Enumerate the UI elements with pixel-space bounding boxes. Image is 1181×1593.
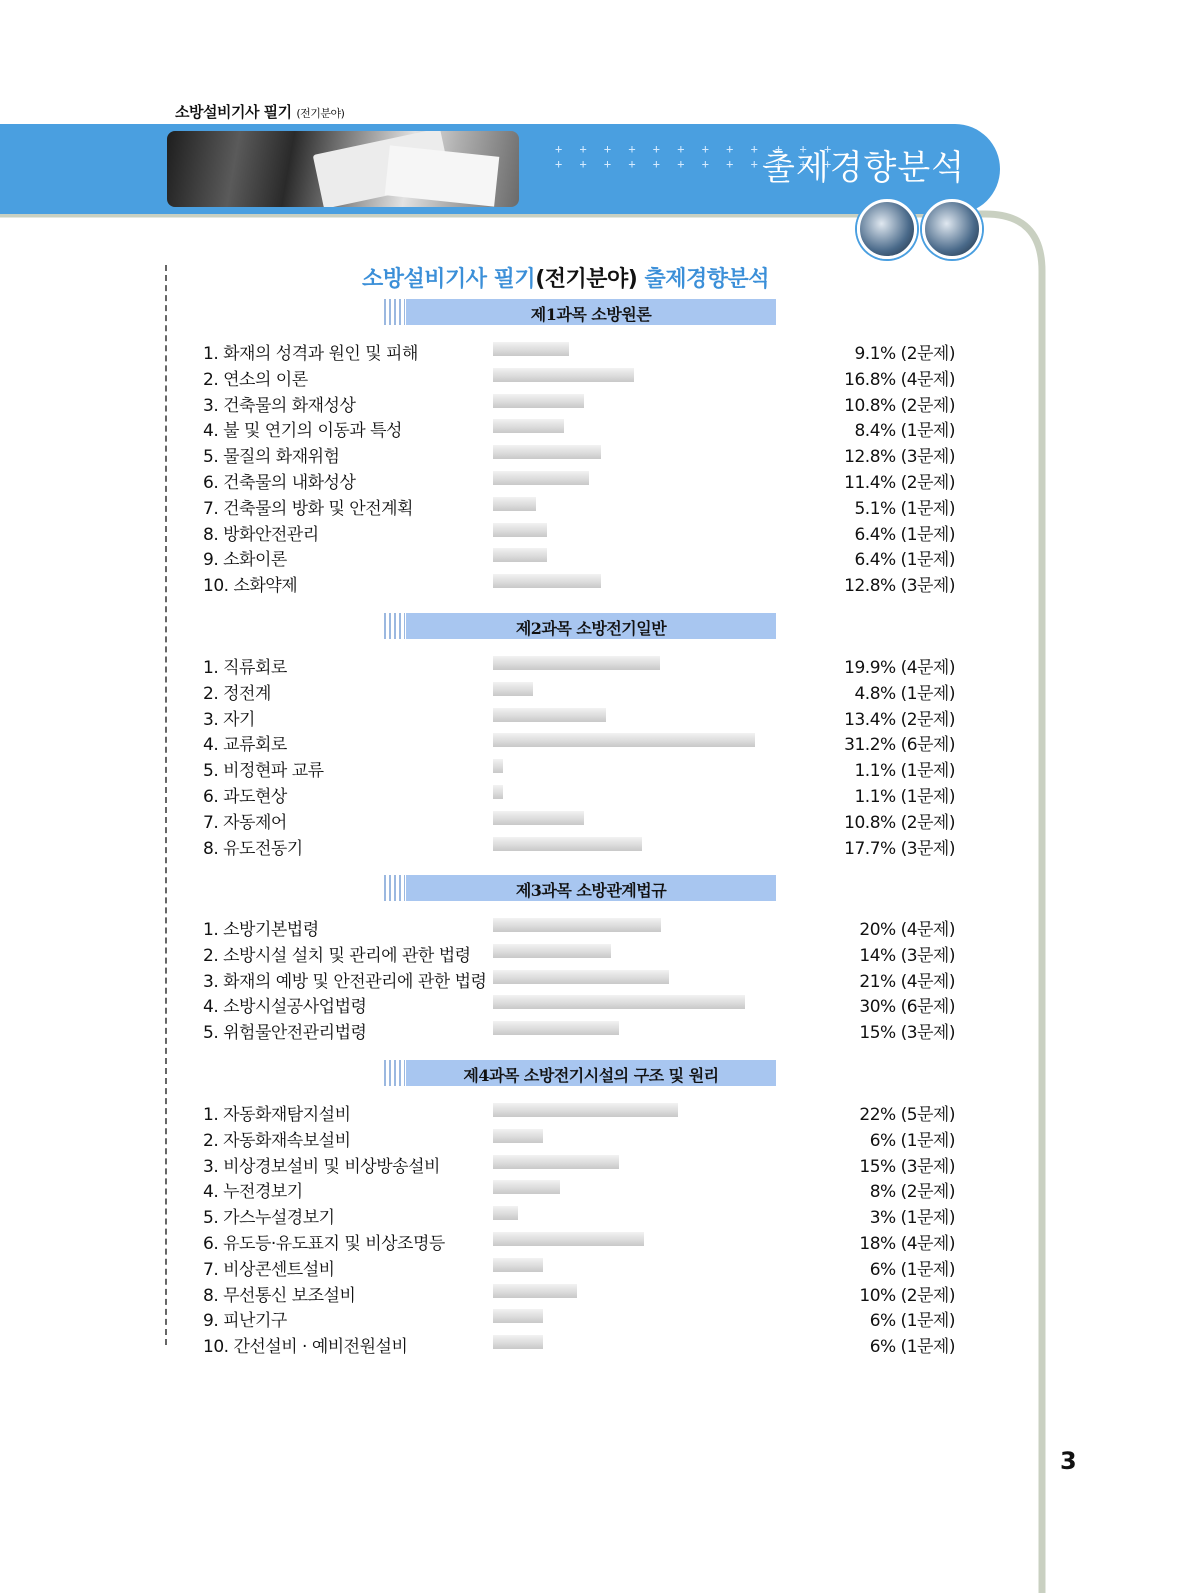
banner-plus-pattern: + + + + + + + + + + + + + + + + + + + + + + + + xyxy=(555,142,837,171)
item-bar xyxy=(493,1309,543,1323)
list-item xyxy=(203,782,955,806)
main-title-part1: 소방설비기사 필기 xyxy=(362,267,536,292)
item-label: 3. 자기 xyxy=(203,709,255,730)
item-label: 10. 간선설비 · 예비전원설비 xyxy=(203,1337,408,1358)
item-label: 5. 비정현파 교류 xyxy=(203,761,324,782)
section-header-text: 제2과목 소방전기일반 xyxy=(515,619,667,638)
item-bar xyxy=(493,733,755,747)
item-label: 1. 소방기본법령 xyxy=(203,920,319,940)
list-item xyxy=(203,808,955,832)
item-label: 5. 물질의 화재위험 xyxy=(203,447,340,468)
item-value: 6% (1문제) xyxy=(869,1311,955,1332)
item-value: 5.1% (1문제) xyxy=(854,498,955,519)
list-item xyxy=(203,1203,955,1227)
item-bar xyxy=(493,342,569,356)
item-value: 19.9% (4문제) xyxy=(844,658,955,678)
main-title xyxy=(362,262,769,293)
item-label: 7. 자동제어 xyxy=(203,812,287,833)
item-label: 1. 화재의 성격과 원인 및 피해 xyxy=(203,344,418,364)
section-header-text: 제3과목 소방관계법규 xyxy=(515,881,667,900)
section-header-text: 제4과목 소방전기시설의 구조 및 원리 xyxy=(463,1066,719,1085)
item-label: 8. 유도전동기 xyxy=(203,838,303,859)
page-number: 3 xyxy=(1060,1447,1077,1475)
item-bar xyxy=(493,1258,543,1272)
item-value: 10% (2문제) xyxy=(859,1285,955,1306)
item-label: 3. 비상경보설비 및 비상방송설비 xyxy=(203,1156,440,1177)
item-bar xyxy=(493,1335,543,1349)
item-value: 1.1% (1문제) xyxy=(854,787,955,807)
item-value: 8% (2문제) xyxy=(869,1182,955,1203)
section-header-3 xyxy=(384,875,776,901)
list-item xyxy=(203,992,955,1016)
item-bar xyxy=(493,995,745,1009)
item-value: 6% (1문제) xyxy=(869,1337,955,1358)
list-item xyxy=(203,442,955,466)
list-item xyxy=(203,391,955,415)
item-value: 6.4% (1문제) xyxy=(854,524,955,545)
item-bar xyxy=(493,785,503,799)
section-header-2 xyxy=(384,613,776,639)
item-label: 2. 자동화재속보설비 xyxy=(203,1130,351,1151)
item-label: 9. 소화이론 xyxy=(203,550,287,571)
item-value: 16.8% (4문제) xyxy=(844,369,955,390)
item-value: 22% (5문제) xyxy=(859,1105,955,1125)
item-value: 15% (3문제) xyxy=(859,1023,955,1044)
section-header-4 xyxy=(384,1060,776,1086)
item-value: 8.4% (1문제) xyxy=(854,421,955,442)
item-bar xyxy=(493,708,606,722)
item-label: 7. 건축물의 방화 및 안전계획 xyxy=(203,498,413,519)
section-header-text: 제1과목 소방원론 xyxy=(530,305,652,324)
item-label: 8. 무선통신 보조설비 xyxy=(203,1285,356,1306)
list-item xyxy=(203,1100,955,1124)
list-item xyxy=(203,494,955,518)
dashed-margin-line xyxy=(165,265,167,1345)
item-label: 3. 화재의 예방 및 안전관리에 관한 법령 xyxy=(203,971,487,992)
list-item xyxy=(203,967,955,991)
item-label: 2. 연소의 이론 xyxy=(203,369,308,390)
main-title-part3: 출제경향분석 xyxy=(644,267,769,292)
item-value: 1.1% (1문제) xyxy=(854,761,955,782)
item-bar xyxy=(493,574,601,588)
item-bar xyxy=(493,445,601,459)
item-label: 5. 가스누설경보기 xyxy=(203,1208,335,1229)
list-item xyxy=(203,653,955,677)
list-item xyxy=(203,756,955,780)
list-item xyxy=(203,705,955,729)
item-label: 6. 건축물의 내화성상 xyxy=(203,473,356,493)
list-item xyxy=(203,1177,955,1201)
item-bar xyxy=(493,944,611,958)
item-bar xyxy=(493,918,661,932)
item-value: 30% (6문제) xyxy=(859,997,955,1018)
item-label: 9. 피난기구 xyxy=(203,1311,287,1332)
item-bar xyxy=(493,1284,577,1298)
item-label: 2. 정전계 xyxy=(203,683,271,704)
section-header-1 xyxy=(384,299,776,325)
list-item xyxy=(203,679,955,703)
item-label: 1. 직류회로 xyxy=(203,658,287,678)
item-value: 6.4% (1문제) xyxy=(854,550,955,571)
banner-title: 출제경향분석 xyxy=(762,148,966,188)
list-item xyxy=(203,1332,955,1356)
item-bar xyxy=(493,497,536,511)
list-item xyxy=(203,365,955,389)
item-bar xyxy=(493,1155,619,1169)
item-label: 6. 유도등·유도표지 및 비상조명등 xyxy=(203,1234,445,1254)
microscope-photo-icon xyxy=(857,199,917,259)
item-label: 5. 위험물안전관리법령 xyxy=(203,1023,367,1044)
main-title-part2: (전기분야) xyxy=(535,267,638,292)
item-value: 6% (1문제) xyxy=(869,1259,955,1280)
item-bar xyxy=(493,1103,678,1117)
list-item xyxy=(203,834,955,858)
item-bar xyxy=(493,682,533,696)
item-label: 6. 과도현상 xyxy=(203,787,287,807)
item-bar xyxy=(493,394,584,408)
item-bar xyxy=(493,1232,644,1246)
item-bar xyxy=(493,1021,619,1035)
item-bar xyxy=(493,368,634,382)
item-label: 1. 자동화재탐지설비 xyxy=(203,1105,351,1125)
item-bar xyxy=(493,471,589,485)
item-label: 3. 건축물의 화재성상 xyxy=(203,395,356,416)
item-label: 4. 누전경보기 xyxy=(203,1182,303,1203)
item-value: 31.2% (6문제) xyxy=(844,735,955,756)
item-label: 8. 방화안전관리 xyxy=(203,524,319,545)
banner-photo xyxy=(167,131,519,207)
item-value: 12.8% (3문제) xyxy=(844,576,955,597)
item-value: 18% (4문제) xyxy=(859,1234,955,1254)
item-value: 10.8% (2문제) xyxy=(844,395,955,416)
item-label: 4. 불 및 연기의 이동과 특성 xyxy=(203,421,402,442)
item-bar xyxy=(493,548,547,562)
item-bar xyxy=(493,523,547,537)
item-bar xyxy=(493,419,564,433)
item-bar xyxy=(493,970,669,984)
item-value: 13.4% (2문제) xyxy=(844,709,955,730)
running-head-sub: (전기분야) xyxy=(296,107,345,120)
item-value: 20% (4문제) xyxy=(859,920,955,940)
list-item xyxy=(203,520,955,544)
list-item xyxy=(203,339,955,363)
list-item xyxy=(203,1018,955,1042)
list-item xyxy=(203,468,955,492)
item-bar xyxy=(493,1129,543,1143)
item-bar xyxy=(493,837,642,851)
item-label: 2. 소방시설 설치 및 관리에 관한 법령 xyxy=(203,945,471,966)
item-label: 4. 교류회로 xyxy=(203,735,287,756)
list-item xyxy=(203,1306,955,1330)
running-head-main: 소방설비기사 필기 xyxy=(175,103,292,121)
list-item xyxy=(203,1152,955,1176)
item-value: 4.8% (1문제) xyxy=(854,683,955,704)
telescope-photo-icon xyxy=(922,199,982,259)
item-bar xyxy=(493,1206,518,1220)
item-bar xyxy=(493,811,584,825)
list-item xyxy=(203,1229,955,1253)
list-item xyxy=(203,1255,955,1279)
item-value: 14% (3문제) xyxy=(859,945,955,966)
item-bar xyxy=(493,1180,560,1194)
item-value: 9.1% (2문제) xyxy=(854,344,955,364)
item-bar xyxy=(493,656,660,670)
item-value: 11.4% (2문제) xyxy=(844,473,955,493)
list-item xyxy=(203,915,955,939)
list-item xyxy=(203,730,955,754)
item-bar xyxy=(493,759,503,773)
item-value: 15% (3문제) xyxy=(859,1156,955,1177)
item-value: 6% (1문제) xyxy=(869,1130,955,1151)
list-item xyxy=(203,571,955,595)
list-item xyxy=(203,545,955,569)
item-label: 7. 비상콘센트설비 xyxy=(203,1259,335,1280)
list-item xyxy=(203,416,955,440)
item-label: 10. 소화약제 xyxy=(203,576,298,597)
item-value: 17.7% (3문제) xyxy=(844,838,955,859)
item-label: 4. 소방시설공사업법령 xyxy=(203,997,367,1018)
item-value: 21% (4문제) xyxy=(859,971,955,992)
list-item xyxy=(203,1126,955,1150)
list-item xyxy=(203,1281,955,1305)
item-value: 3% (1문제) xyxy=(869,1208,955,1229)
item-value: 12.8% (3문제) xyxy=(844,447,955,468)
item-value: 10.8% (2문제) xyxy=(844,812,955,833)
list-item xyxy=(203,941,955,965)
